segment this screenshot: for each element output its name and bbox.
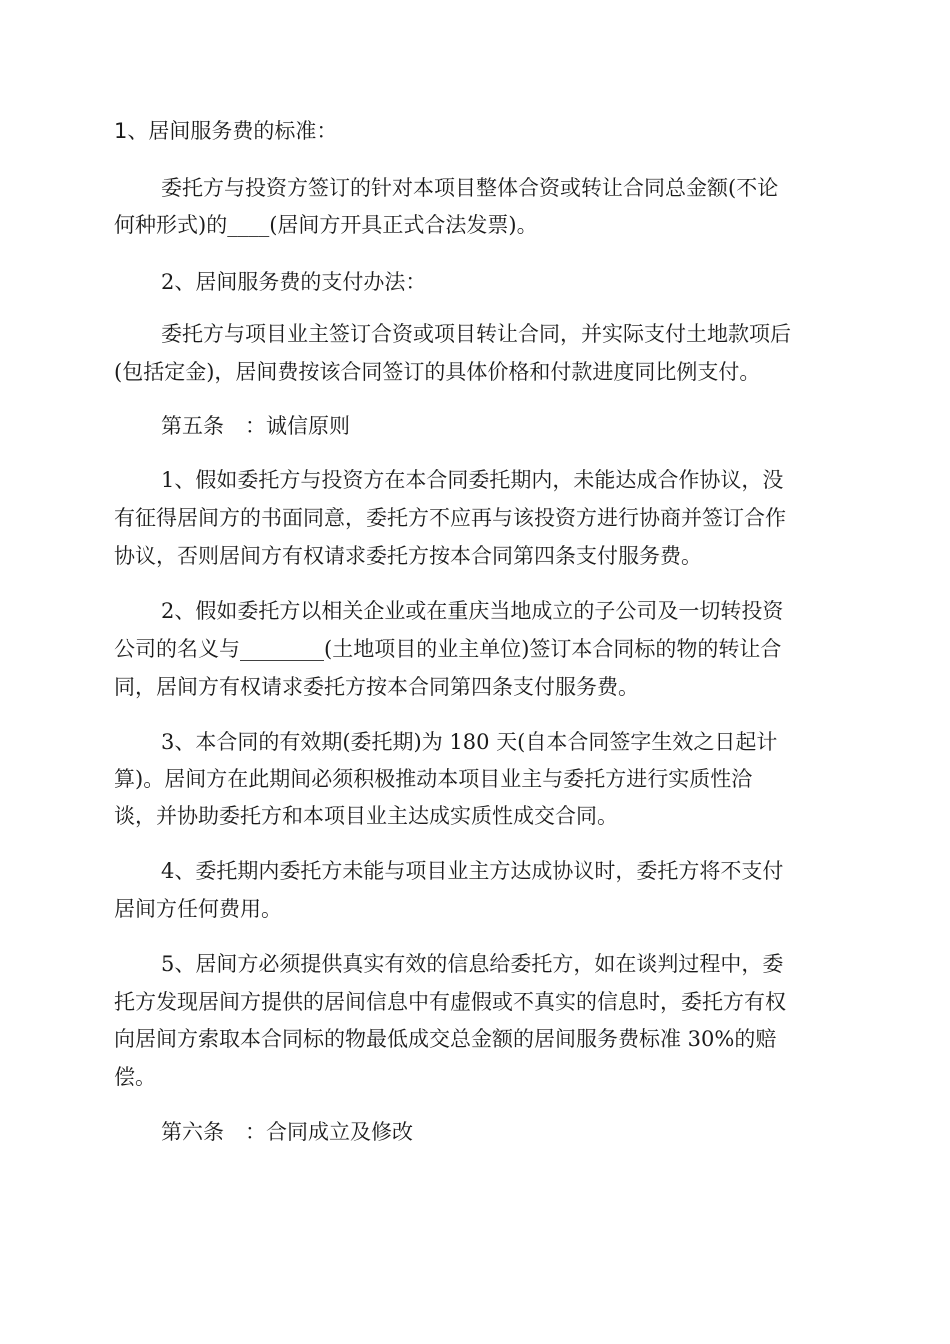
clause-line: 托方发现居间方提供的居间信息中有虚假或不真实的信息时，委托方有权 xyxy=(114,990,786,1014)
clause-line: 1、假如委托方与投资方在本合同委托期内，未能达成合作协议，没 xyxy=(161,468,784,492)
article-heading-5: 第五条 ：诚信原则 xyxy=(161,414,350,438)
article-heading-6: 第六条 ：合同成立及修改 xyxy=(161,1120,413,1144)
paragraph-line: 何种形式)的____(居间方开具正式合法发票)。 xyxy=(114,213,538,237)
section-heading-fee-standard: 1、居间服务费的标准： xyxy=(114,119,338,143)
clause-line: 有征得居间方的书面同意，委托方不应再与该投资方进行协商并签订合作 xyxy=(114,506,786,530)
clause-line: 居间方任何费用。 xyxy=(114,897,282,921)
clause-line: 公司的名义与________(土地项目的业主单位)签订本合同标的物的转让合 xyxy=(114,637,782,661)
clause-line: 5、居间方必须提供真实有效的信息给委托方，如在谈判过程中，委 xyxy=(161,952,784,976)
clause-line: 偿。 xyxy=(114,1065,156,1089)
clause-line: 同，居间方有权请求委托方按本合同第四条支付服务费。 xyxy=(114,675,639,699)
clause-line: 3、本合同的有效期(委托期)为 180 天(自本合同签字生效之日起计 xyxy=(161,730,778,754)
clause-line: 谈，并协助委托方和本项目业主达成实质性成交合同。 xyxy=(114,804,618,828)
clause-line: 协议，否则居间方有权请求委托方按本合同第四条支付服务费。 xyxy=(114,544,702,568)
paragraph-line: 委托方与项目业主签订合资或项目转让合同，并实际支付土地款项后 xyxy=(161,322,791,346)
clause-line: 2、假如委托方以相关企业或在重庆当地成立的子公司及一切转投资 xyxy=(161,599,784,623)
paragraph-line: 委托方与投资方签订的针对本项目整体合资或转让合同总金额(不论 xyxy=(161,176,779,200)
clause-line: 向居间方索取本合同标的物最低成交总金额的居间服务费标准 30%的赔 xyxy=(114,1027,777,1051)
clause-line: 4、委托期内委托方未能与项目业主方达成协议时，委托方将不支付 xyxy=(161,859,784,883)
section-heading-payment-method: 2、居间服务费的支付办法： xyxy=(161,270,427,294)
paragraph-line: (包括定金)，居间费按该合同签订的具体价格和付款进度同比例支付。 xyxy=(114,360,761,384)
clause-line: 算)。居间方在此期间必须积极推动本项目业主与委托方进行实质性洽 xyxy=(114,767,753,791)
